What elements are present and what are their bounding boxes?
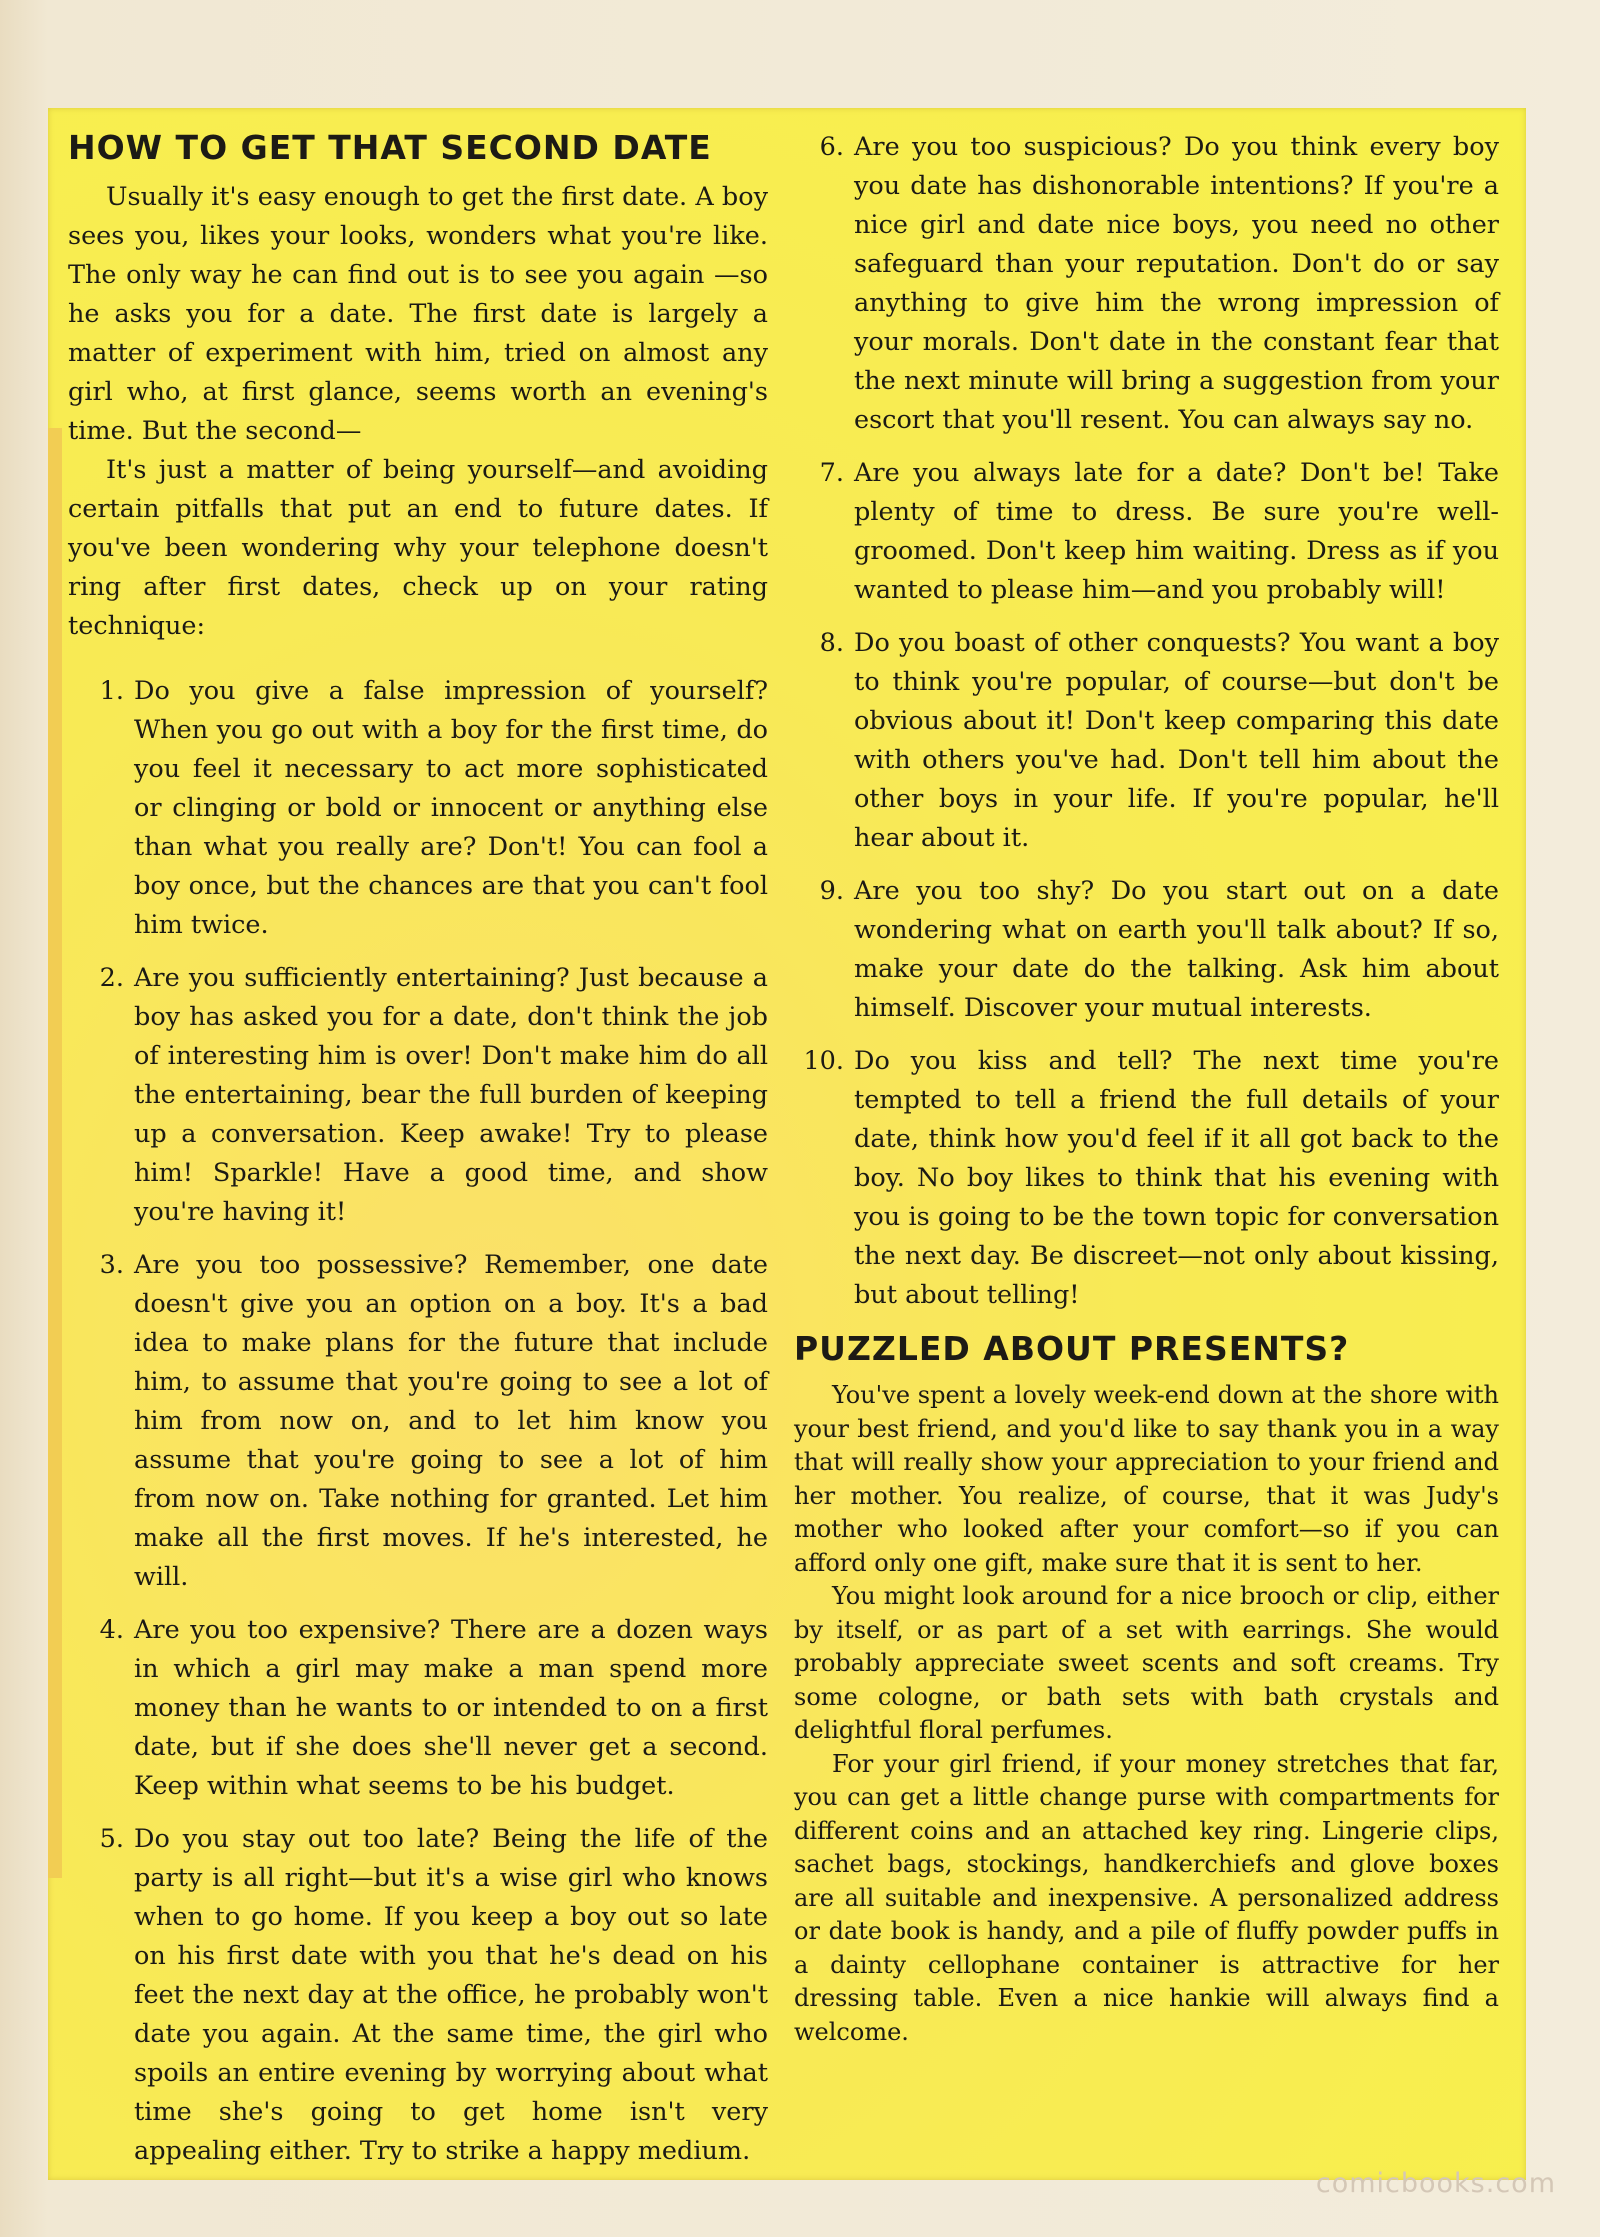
tip-text: Are you too suspicious? Do you think every boy you date has dishonorable intentions? If you're a nice girl and date nice boys, you need no other safeguard than your reputation. Don't do or say anything to give him the wrong impression of your morals. Don't date in the constant fear that the next minute will bring a suggestion from your escort that you'll resent. You can always say no. <box>854 132 1499 435</box>
tip-5 <box>68 1820 768 2171</box>
intro-paragraph-1: Usually it's easy enough to get the first date. A boy sees you, likes your looks, wonders what you're like. The only way he can find out is to see you again —so he asks you for a date. The first date is largely a matter of experiment with him, tried on almost any girl who, at first glance, seems worth an evening's time. But the second— <box>68 182 768 446</box>
tip-10 <box>794 1042 1499 1315</box>
tip-9 <box>794 872 1499 1028</box>
tip-number: 5. <box>99 1824 124 1854</box>
tip-number: 10. <box>803 1046 844 1076</box>
tip-2 <box>68 959 768 1232</box>
tip-text: Are you too possessive? Remember, one date doesn't give you an option on a boy. It's a bad idea to make plans for the future that include him, to assume that you're going to see a lot of him from now on, and to let him know you assume that you're going to see a lot of him from now on. Take nothing for granted. Let him make all the first moves. If he's interested, he will. <box>134 1250 768 1592</box>
tip-7 <box>794 454 1499 610</box>
left-column <box>68 128 768 2171</box>
intro-paragraph-2: It's just a matter of being yourself—and avoiding certain pitfalls that put an end to future dates. If you've been wondering why your telephone doesn't ring after first dates, check up on your rating technique: <box>68 455 768 641</box>
tip-number: 1. <box>99 676 124 706</box>
tip-number: 3. <box>99 1250 124 1280</box>
presents-paragraph-2: You might look around for a nice brooch or clip, either by itself, or as part of a set with earrings. She would probably appreciate sweet scents and soft creams. Try some cologne, or bath sets with bath crystals and delightful floral perfumes. <box>794 1582 1499 1744</box>
tip-text: Do you kiss and tell? The next time you're tempted to tell a friend the full details of your date, think how you'd feel if it all got back to the boy. No boy likes to think that his evening with you is going to be the town topic for conversation the next day. Be discreet—not only about kissing, but about telling! <box>854 1046 1499 1310</box>
tip-8 <box>794 624 1499 858</box>
right-column <box>794 128 1499 2049</box>
tip-number: 2. <box>99 963 124 993</box>
presents-paragraph-3: For your girl friend, if your money stretches that far, you can get a little change purse with compartments for different coins and an attached key ring. Lingerie clips, sachet bags, stockings, handkerchiefs and glove boxes are all suitable and inexpensive. A personalized address or date book is handy, and a pile of fluffy powder puffs in a dainty cellophane container is attractive for her dressing table. Even a nice hankie will always find a welcome. <box>794 1749 1499 2046</box>
tip-text: Are you sufficiently entertaining? Just because a boy has asked you for a date, don't think the job of interesting him is over! Don't make him do all the entertaining, bear the full burden of keeping up a conversation. Keep awake! Try to please him! Sparkle! Have a good time, and show you're having it! <box>134 963 768 1227</box>
tip-number: 8. <box>819 628 844 658</box>
tip-1 <box>68 672 768 945</box>
tip-number: 6. <box>819 132 844 162</box>
tip-4 <box>68 1611 768 1806</box>
presents-paragraph-1: You've spent a lovely week-end down at the shore with your best friend, and you'd like to say thank you in a way that will really show your appreciation to your friend and her mother. You realize, of course, that it was Judy's mother who looked after your comfort—so if you can afford only one gift, make sure that it is sent to her. <box>794 1381 1499 1577</box>
tip-number: 9. <box>819 876 844 906</box>
site-watermark: comicbooks.com <box>1315 2168 1556 2199</box>
article-panel <box>48 108 1526 2180</box>
tip-text: Do you give a false impression of yourself? When you go out with a boy for the first time, do you feel it necessary to act more sophisticated or clinging or bold or innocent or anything else than what you really are? Don't! You can fool a boy once, but the chances are that you can't fool him twice. <box>134 676 768 940</box>
article-title-presents: PUZZLED ABOUT PRESENTS? <box>794 1329 1350 1368</box>
tip-text: Do you boast of other conquests? You want a boy to think you're popular, of course—but don't be obvious about it! Don't keep comparing this date with others you've had. Don't tell him about the other boys in your life. If you're popular, he'll hear about it. <box>854 628 1499 853</box>
tip-text: Are you too expensive? There are a dozen ways in which a girl may make a man spend more money than he wants to or intended to on a first date, but if she does she'll never get a second. Keep within what seems to be his budget. <box>134 1615 768 1801</box>
tip-text: Are you always late for a date? Don't be! Take plenty of time to dress. Be sure you're well-groomed. Don't keep him waiting. Dress as if you wanted to please him—and you probably will! <box>854 458 1499 605</box>
tip-text: Do you stay out too late? Being the life of the party is all right—but it's a wise girl who knows when to go home. If you keep a boy out so late on his first date with you that he's dead on his feet the next day at the office, he probably won't date you again. At the same time, the girl who spoils an entire evening by worrying about what time she's going to get home isn't very appealing either. Try to strike a happy medium. <box>134 1824 768 2166</box>
tip-6 <box>794 128 1499 440</box>
tip-3 <box>68 1246 768 1597</box>
article-title-second-date: HOW TO GET THAT SECOND DATE <box>68 128 712 167</box>
tip-number: 4. <box>99 1615 124 1645</box>
tip-number: 7. <box>819 458 844 488</box>
tip-text: Are you too shy? Do you start out on a date wondering what on earth you'll talk about? If so, make your date do the talking. Ask him about himself. Discover your mutual interests. <box>854 876 1499 1023</box>
margin-strip <box>48 428 62 1878</box>
